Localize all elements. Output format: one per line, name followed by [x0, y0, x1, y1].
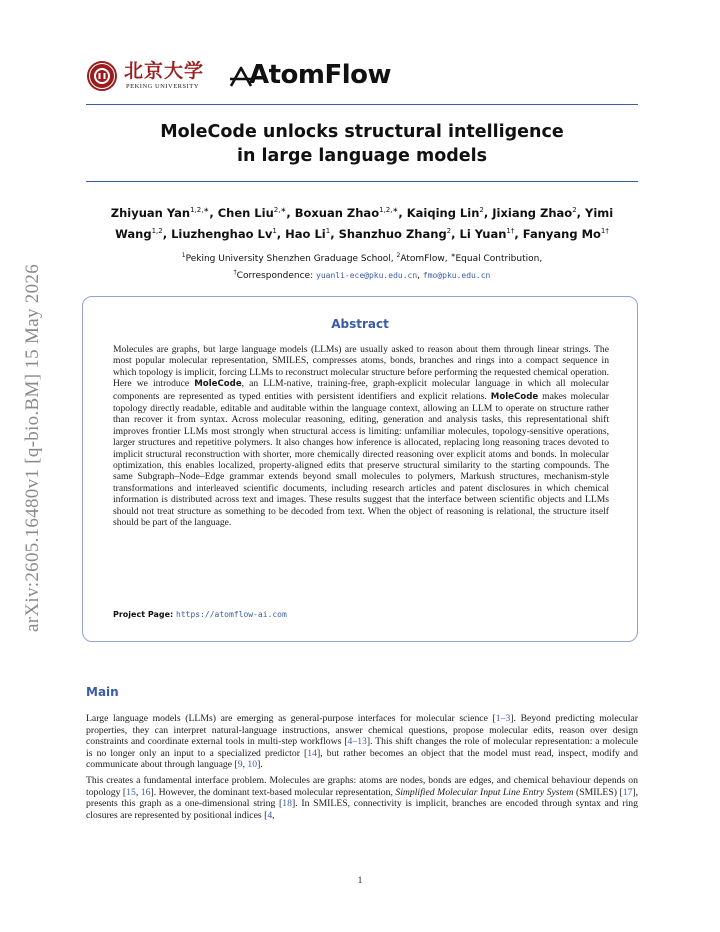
arxiv-sidebar [20, 238, 46, 658]
atomflow-wordmark: AtomFlow [249, 60, 392, 90]
title-line-2: in large language models [236, 146, 488, 166]
citation-link[interactable]: 14 [307, 747, 317, 759]
citation-link[interactable]: 17 [622, 786, 633, 798]
pku-chinese-name: 北京大学 [124, 60, 205, 82]
project-page: Project Page: https://atomflow-ai.com [113, 610, 287, 619]
author-name: Chen Liu$^{2,∗}$ [217, 206, 287, 220]
author-name: Kaiqing Lin$^2$ [406, 206, 484, 220]
affiliation-line-2: †Correspondence: yuanli-ece@pku.edu.cn, fmo@pku.edu.cn [233, 269, 491, 281]
pku-english-name: PEKING UNIVERSITY [126, 83, 199, 90]
author-name: Boxuan Zhao$^{1,2,∗}$ [294, 206, 399, 220]
author-name: Li Yuan$^{1\dagger}$ [459, 227, 515, 241]
abstract-heading: Abstract [331, 317, 389, 331]
citation-link[interactable]: 4–13 [347, 736, 367, 748]
email-link-2[interactable]: fmo@pku.edu.cn [422, 271, 491, 280]
citation-link[interactable]: 16 [140, 786, 151, 798]
abstract-box [82, 296, 638, 642]
main-paragraph-2: This creates a fundamental interface problem. Molecules are graphs: atoms are nodes, bonds are edges, and chemical behaviour depends on topology [15, 16]. However, the dominant text-based molecular representation, Simplified Molecular Input Line Entry System (SMILES) [17], presents this graph as a one-dimensional string [18]. In SMILES, connectivity is implicit, branches are encoded through syntax and ring closures are represented by positional indices [4, [86, 775, 639, 821]
author-name: Hao Li$^1$ [285, 227, 331, 241]
arxiv-identifier: arXiv:2605.16480v1 [q-bio.BM] 15 May 2026 [22, 264, 43, 632]
citation-link[interactable]: 10 [247, 759, 258, 771]
project-page-link[interactable]: https://atomflow-ai.com [176, 610, 287, 619]
author-name: Yimi Wang$^{1,2}$ [115, 206, 614, 241]
title-divider [86, 181, 638, 182]
header-divider [86, 104, 638, 105]
affiliation-line-1: $^1$Peking University Shenzhen Graduage School, $^2$AtomFlow, ∗Equal Contribution, [181, 252, 543, 264]
author-name: Fanyang $Mo^{1\dagger}$ [522, 227, 609, 241]
pku-seal-icon [86, 60, 118, 92]
citation-link[interactable]: 18 [282, 798, 292, 810]
main-paragraph-1: Large language models (LLMs) are emerging as general-purpose interfaces for molecular science [1–3]. Beyond predicting molecular properties, they can interpret natural-language instructions, answer chemical questions, propose molecular edits, reason over design constraints and coordinate external tools in multi-step workflows [4–13]. This shift changes the role of molecular representation: a molecule is no longer only an input to a specialized predictor [14], but rather becomes an object that the model must read, inspect, modify and communicate about through language [9, 10]. [86, 713, 638, 771]
author-name: Jixiang Zhao$^2$ [492, 206, 577, 220]
affiliations [86, 249, 638, 283]
citation-link[interactable]: 4 [267, 809, 273, 821]
page-number: 1 [357, 876, 363, 886]
author-name: Zhiyuan Yan$^{1,2,∗}$ [110, 206, 210, 220]
paper-title [86, 120, 638, 168]
title-line-1: MoleCode unlocks structural intelligence [160, 122, 564, 142]
citation-link[interactable]: 15 [126, 786, 136, 798]
author-name: Liuzhenghao Lv$^1$ [171, 227, 277, 241]
email-link-1[interactable]: yuanli-ece@pku.edu.cn [316, 271, 418, 280]
author-list: Zhiyuan Yan$^{1,2,∗}$, Chen Liu$^{2,∗}$, Boxuan Zhao$^{1,2,∗}$, Kaiqing Lin$^2$, Jixiang Zhao$^2$, Yimi Wang$^{1,2}$, Liuzhenghao Lv$^1$, Hao Li$^1$, Shanzhuo Zhang$^2$, Li Yuan$^{1\dagger}$, Fanyang $Mo^{1\dagger}$ [110, 206, 614, 241]
header [86, 58, 638, 102]
citation-link[interactable]: 1–3 [495, 713, 511, 724]
abstract-text: Molecules are graphs, but large language models (LLMs) are usually asked to reason about them through linear strings. The most popular molecular representation, SMILES, compresses atoms, bonds, branches and rings into a compact sequence in which topology is implicit, forcing LLMs to reconstruct molecular structure before performing the requested chemical operation. Here we introduce MoleCode, an LLM-native, training-free, graph-explicit molecular language in which all molecular components are represented as typed entities with persistent identifiers and explicit relations. MoleCode makes molecular topology directly readable, editable and auditable within the language context, allowing an LLM to operate on structure rather than recover it from syntax. Across molecular reasoning, editing, generation and analysis tasks, this representational shift improves frontier LLMs most strongly when structural access is limiting: unfamiliar molecules, topology-sensitive operations, larger structures and repetitive polymers. It also changes how inference is allocated, replacing long reasoning traces devoted to implicit structural reconstruction with shorter, more chemically directed reasoning over explicit atoms and bonds. In molecular optimization, this enables localized, property-aligned edits that preserve structural similarity to the starting compounds. The same Subgraph–Node–Edge grammar extends beyond small molecules to polymers, Markush structures, mechanism-style transformations and interleaved scientific documents, including research articles and patent disclosures in which chemical information is distributed across text and images. These results suggest that the interface between scientific objects and LLMs should not treat structure as something to be decoded from text. When the object of reasoning is relational, the structure itself should be part of the language. [113, 344, 609, 529]
citation-link[interactable]: 9 [237, 759, 243, 771]
author-name: Shanzhuo Zhang$^2$ [338, 227, 452, 241]
section-heading-main: Main [86, 685, 119, 699]
